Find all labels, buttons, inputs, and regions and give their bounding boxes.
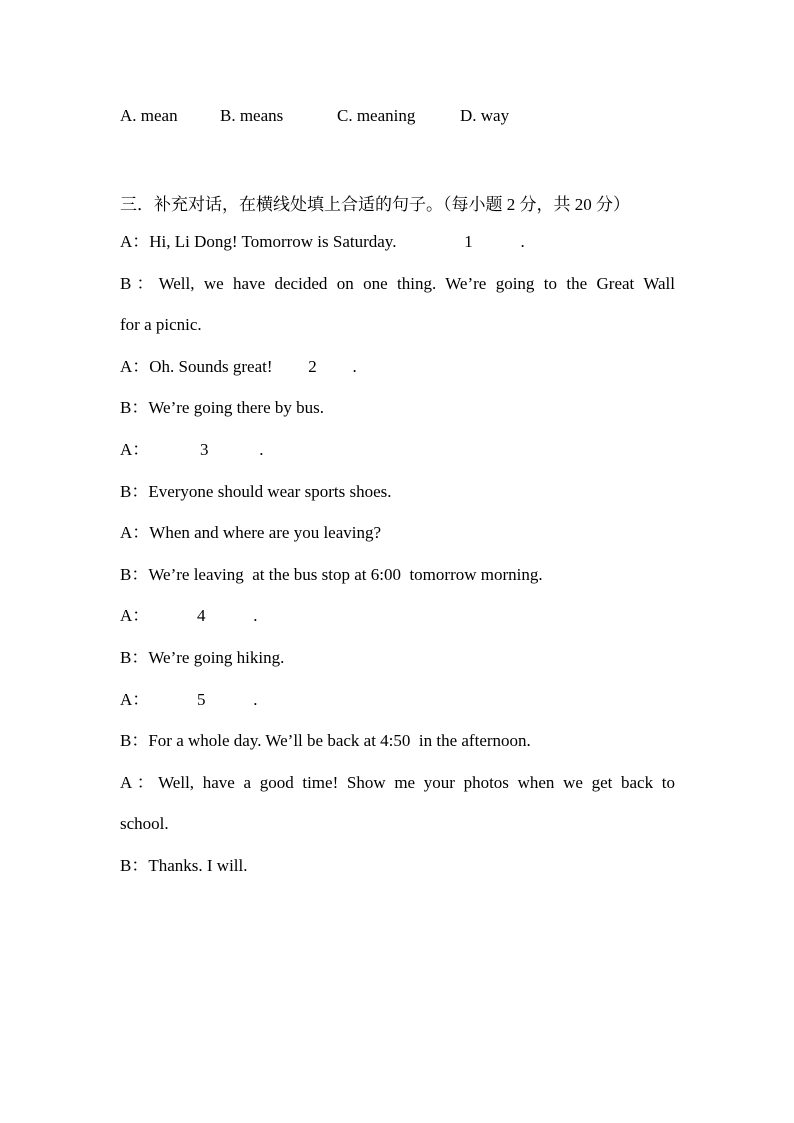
dialog-text: We’re leaving at the bus stop at 6:00 tomorrow morning. — [148, 564, 543, 584]
blank-number: 1 — [464, 232, 473, 251]
speaker-label: B： — [120, 647, 149, 667]
dialog-text: We’re going there by bus. — [148, 398, 325, 418]
speaker-label: B： — [120, 731, 149, 751]
dialog-text: for a picnic. — [120, 315, 202, 335]
dialog — [120, 231, 675, 897]
dialog-text: When and where are you leaving? — [149, 523, 382, 543]
dialog-text: Well, have a good time! Show me your photos when we get back to — [158, 772, 675, 792]
speaker-label: B： — [120, 481, 149, 501]
speaker-label: A： — [120, 523, 150, 543]
option-a: A. mean — [120, 106, 178, 125]
dialog-text: school. — [120, 814, 169, 834]
dialog-line — [120, 397, 675, 439]
speaker-label: A： — [120, 232, 150, 251]
speaker-label: B： — [120, 273, 159, 293]
blank-period: . — [352, 356, 357, 376]
dialog-line-continuation — [120, 314, 675, 356]
blank-number: 5 — [197, 689, 206, 709]
speaker-label: A： — [120, 606, 150, 626]
dialog-line — [120, 356, 675, 398]
dialog-line — [120, 231, 675, 273]
option-d: D. way — [460, 106, 510, 125]
dialog-line — [120, 772, 675, 814]
dialog-line — [120, 730, 675, 772]
dialog-line — [120, 689, 675, 731]
dialog-text: For a whole day. We’ll be back at 4:50 in the afternoon. — [148, 731, 531, 751]
dialog-line — [120, 605, 675, 647]
speaker-label: B： — [120, 564, 149, 584]
speaker-label: A： — [120, 356, 150, 376]
blank-number: 2 — [308, 356, 317, 376]
blank-period: . — [520, 232, 525, 251]
blank-period: . — [253, 689, 258, 709]
section-heading: 三．补充对话，在横线处填上合适的句子。（每小题 2 分，共 20 分） — [120, 195, 630, 214]
dialog-line — [120, 439, 675, 481]
dialog-text: We’re going hiking. — [148, 647, 285, 667]
dialog-text: Everyone should wear sports shoes. — [148, 481, 392, 501]
dialog-line — [120, 522, 675, 564]
blank-period: . — [259, 439, 264, 459]
speaker-label: A： — [120, 689, 150, 709]
dialog-text: Oh. Sounds great! — [149, 356, 273, 376]
dialog-text: Well, we have decided on one thing. We’re going to the Great Wall — [158, 273, 675, 293]
dialog-line — [120, 273, 675, 315]
dialog-line-continuation — [120, 813, 675, 855]
blank-number: 4 — [197, 606, 206, 626]
dialog-line — [120, 481, 675, 523]
speaker-label: B： — [120, 398, 149, 418]
dialog-line — [120, 647, 675, 689]
dialog-line — [120, 855, 675, 897]
blank-number: 3 — [200, 439, 209, 459]
dialog-line — [120, 564, 675, 606]
blank-period: . — [253, 606, 258, 626]
option-c: C. meaning — [337, 106, 416, 125]
option-b: B. means — [220, 106, 284, 125]
dialog-text: Thanks. I will. — [148, 855, 248, 875]
dialog-text: Hi, Li Dong! Tomorrow is Saturday. — [149, 232, 397, 251]
speaker-label: A： — [120, 439, 150, 459]
speaker-label: B： — [120, 855, 149, 875]
speaker-label: A： — [120, 772, 159, 792]
